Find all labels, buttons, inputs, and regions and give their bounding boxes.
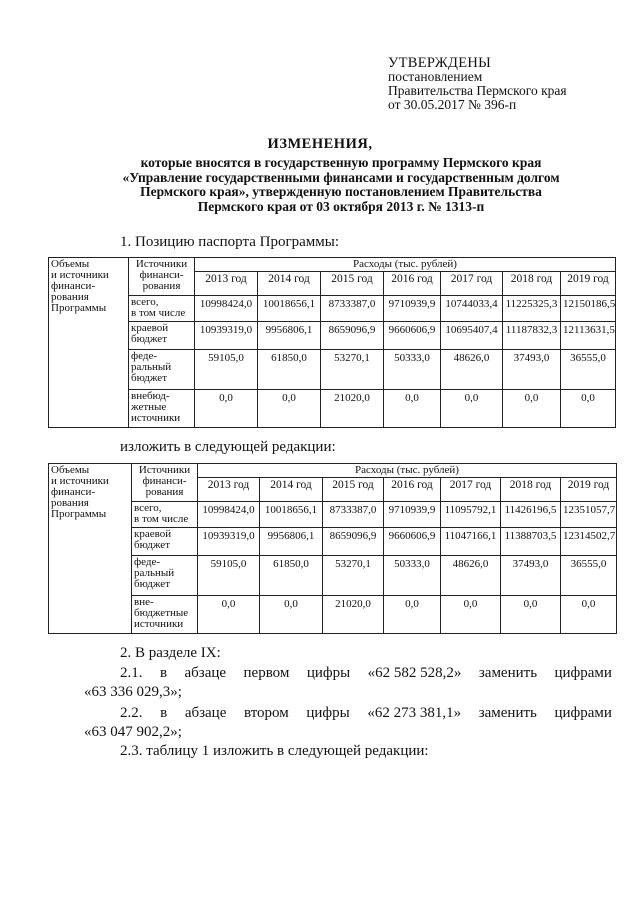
- value-cell: 0,0: [503, 390, 561, 428]
- value-cell: 37493,0: [501, 556, 561, 596]
- passport-table-new: [48, 463, 617, 634]
- year-header: 2018 год: [501, 478, 561, 502]
- value-cell: 10998424,0: [195, 296, 258, 322]
- value-cell: 0,0: [501, 596, 561, 634]
- source-label: феде- ральный бюджет: [132, 556, 198, 596]
- year-header: 2019 год: [561, 272, 616, 296]
- value-cell: 21020,0: [323, 596, 384, 634]
- value-cell: 37493,0: [503, 350, 561, 390]
- value-cell: 0,0: [441, 596, 501, 634]
- source-label: всего, в том числе: [129, 296, 195, 322]
- word: первом: [243, 665, 290, 681]
- item-2-1-continuation: «63 336 029,3»;: [84, 684, 182, 700]
- table-row: [49, 502, 617, 528]
- word: заменить: [478, 705, 537, 721]
- word: 2.1.: [120, 665, 143, 681]
- value-cell: 12314502,7: [561, 528, 617, 556]
- word: втором: [243, 705, 289, 721]
- value-cell: 0,0: [441, 390, 503, 428]
- table-row: [49, 596, 617, 634]
- value-cell: 11047166,1: [441, 528, 501, 556]
- year-header: 2016 год: [384, 478, 441, 502]
- sources-header: Источники финанси- рования: [129, 258, 195, 296]
- item-2-3-text: 2.3. таблицу 1 изложить в следующей редакции:: [120, 743, 429, 759]
- value-cell: 53270,1: [321, 350, 384, 390]
- source-label: краевой бюджет: [129, 322, 195, 350]
- table-row: [49, 322, 616, 350]
- row-label: Объемы и источники финанси- рования Программы: [49, 258, 129, 428]
- item-2-text: 2. В разделе IX:: [120, 645, 221, 661]
- value-cell: 8733387,0: [323, 502, 384, 528]
- value-cell: 10018656,1: [258, 296, 321, 322]
- item-2-2-line: [84, 704, 612, 723]
- year-header: 2015 год: [321, 272, 384, 296]
- word: 2.2.: [120, 705, 143, 721]
- value-cell: 11095792,1: [441, 502, 501, 528]
- word: «62 273 381,1»: [367, 705, 462, 721]
- value-cell: 11225325,3: [503, 296, 561, 322]
- source-label: всего, в том числе: [132, 502, 198, 528]
- subtitle-line: «Управление государственными финансами и государственным долгом: [122, 169, 560, 185]
- value-cell: 36555,0: [561, 556, 617, 596]
- value-cell: 10998424,0: [198, 502, 260, 528]
- value-cell: 0,0: [195, 390, 258, 428]
- value-cell: 0,0: [561, 596, 617, 634]
- value-cell: 8659096,9: [323, 528, 384, 556]
- year-header: 2015 год: [323, 478, 384, 502]
- value-cell: 9660606,9: [384, 528, 441, 556]
- approval-line: от 30.05.2017 № 396-п: [388, 97, 517, 112]
- item-2-1-line: [84, 664, 612, 683]
- year-header: 2019 год: [561, 478, 617, 502]
- table-row: [49, 390, 616, 428]
- source-label: вне- бюджетные источники: [132, 596, 198, 634]
- value-cell: 53270,1: [323, 556, 384, 596]
- value-cell: 0,0: [260, 596, 323, 634]
- table-row: [49, 528, 617, 556]
- value-cell: 48626,0: [441, 350, 503, 390]
- value-cell: 59105,0: [195, 350, 258, 390]
- word: «62 582 528,2»: [367, 665, 462, 681]
- value-cell: 48626,0: [441, 556, 501, 596]
- item-2-2-paragraph: [84, 704, 612, 742]
- value-cell: 0,0: [561, 390, 616, 428]
- value-cell: 0,0: [198, 596, 260, 634]
- sources-header: Источники финанси- рования: [132, 464, 198, 502]
- value-cell: 61850,0: [258, 350, 321, 390]
- value-cell: 9956806,1: [260, 528, 323, 556]
- table-row: [49, 350, 616, 390]
- year-header: 2013 год: [198, 478, 260, 502]
- document-title: ИЗМЕНЕНИЯ,: [267, 136, 373, 152]
- value-cell: 11187832,3: [503, 322, 561, 350]
- subtitle-line: Пермского края», утвержденную постановлением Правительства: [140, 184, 542, 199]
- year-header: 2018 год: [503, 272, 561, 296]
- value-cell: 10018656,1: [260, 502, 323, 528]
- word: цифры: [306, 665, 351, 681]
- source-label: внебюд- жетные источники: [129, 390, 195, 428]
- source-label: краевой бюджет: [132, 528, 198, 556]
- value-cell: 9956806,1: [258, 322, 321, 350]
- word: абзаце: [184, 705, 227, 721]
- value-cell: 10939319,0: [195, 322, 258, 350]
- approval-line: постановлением: [388, 69, 483, 84]
- word: цифрами: [554, 665, 612, 681]
- value-cell: 50333,0: [384, 556, 441, 596]
- value-cell: 8733387,0: [321, 296, 384, 322]
- table-row: [49, 296, 616, 322]
- value-cell: 0,0: [384, 390, 441, 428]
- row-label: Объемы и источники финанси- рования Программы: [49, 464, 132, 634]
- value-cell: 9710939,9: [384, 502, 441, 528]
- item-2-2-continuation: «63 047 902,2»;: [84, 724, 182, 740]
- word: в: [160, 705, 168, 721]
- subtitle-line: Пермского края от 03 октября 2013 г. № 1313-п: [197, 198, 485, 214]
- value-cell: 12150186,5: [561, 296, 616, 322]
- value-cell: 12113631,5: [561, 322, 616, 350]
- table-row: [49, 556, 617, 596]
- approval-block: [388, 56, 628, 112]
- approval-line: Правительства Пермского края: [388, 83, 567, 98]
- value-cell: 36555,0: [561, 350, 616, 390]
- expenses-header: Расходы (тыс. рублей): [195, 258, 616, 272]
- value-cell: 11388703,5: [501, 528, 561, 556]
- expenses-header: Расходы (тыс. рублей): [198, 464, 617, 478]
- word: абзаце: [184, 665, 227, 681]
- subtitle-line: которые вносятся в государственную программу Пермского края: [140, 155, 542, 170]
- value-cell: 0,0: [384, 596, 441, 634]
- source-label: феде- ральный бюджет: [129, 350, 195, 390]
- word: заменить: [478, 665, 538, 681]
- approval-heading: УТВЕРЖДЕНЫ: [388, 55, 492, 71]
- year-header: 2017 год: [441, 272, 503, 296]
- year-header: 2014 год: [258, 272, 321, 296]
- value-cell: 10695407,4: [441, 322, 503, 350]
- item-2-1-paragraph: [84, 664, 612, 702]
- value-cell: 10939319,0: [198, 528, 260, 556]
- value-cell: 59105,0: [198, 556, 260, 596]
- item-1-mid-text: изложить в следующей редакции:: [120, 439, 336, 455]
- word: цифры: [306, 705, 350, 721]
- word: в: [159, 665, 168, 681]
- word: цифрами: [554, 705, 612, 721]
- value-cell: 9660606,9: [384, 322, 441, 350]
- value-cell: 11426196,5: [501, 502, 561, 528]
- value-cell: 0,0: [258, 390, 321, 428]
- year-header: 2013 год: [195, 272, 258, 296]
- year-header: 2014 год: [260, 478, 323, 502]
- value-cell: 12351057,7: [561, 502, 617, 528]
- passport-table-old: [48, 257, 616, 428]
- item-1-text: 1. Позицию паспорта Программы:: [120, 234, 339, 250]
- year-header: 2017 год: [441, 478, 501, 502]
- value-cell: 10744033,4: [441, 296, 503, 322]
- value-cell: 8659096,9: [321, 322, 384, 350]
- year-header: 2016 год: [384, 272, 441, 296]
- document-subtitle: [96, 156, 586, 214]
- value-cell: 21020,0: [321, 390, 384, 428]
- value-cell: 50333,0: [384, 350, 441, 390]
- value-cell: 9710939,9: [384, 296, 441, 322]
- value-cell: 61850,0: [260, 556, 323, 596]
